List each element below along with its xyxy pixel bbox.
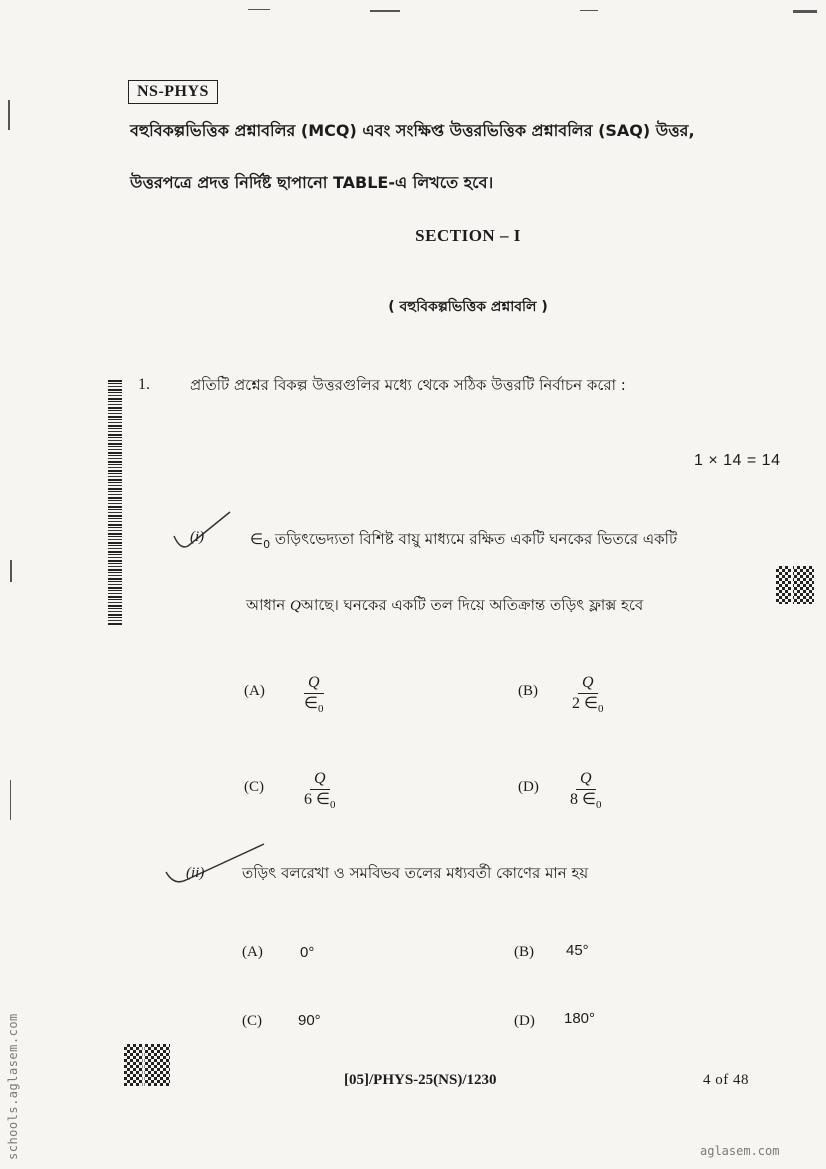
- fraction-denominator: $\in_0$: [304, 695, 324, 716]
- scan-mark: [10, 780, 11, 820]
- option-label: (C): [244, 779, 264, 795]
- subquestion-1-line-2: [246, 594, 643, 619]
- option-label: (A): [242, 944, 263, 960]
- side-barcode: [108, 380, 122, 626]
- scan-mark: [793, 10, 817, 13]
- option-d-fraction: [566, 770, 605, 812]
- paper-code: NS-PHYS: [128, 80, 218, 104]
- option-c-fraction: [300, 770, 339, 812]
- option-label: (D): [518, 779, 539, 795]
- section-title: SECTION – I: [415, 226, 521, 245]
- question-marks: 1 × 14 = 14: [694, 452, 781, 469]
- option-label: (B): [514, 944, 534, 960]
- instruction-line-2: উত্তরপত্রে প্রদত্ত নির্দিষ্ট ছাপানো TABLE-এ লিখতে হবে।: [130, 173, 494, 192]
- fraction-numerator: Q: [310, 770, 330, 790]
- charge-symbol: Q: [290, 598, 301, 614]
- scan-mark: [370, 10, 400, 12]
- option-label: (D): [514, 1013, 535, 1029]
- option-label: (A): [244, 683, 265, 699]
- page-number: 4 of 48: [703, 1072, 749, 1088]
- option-label: (C): [242, 1013, 262, 1029]
- fraction-numerator: Q: [578, 674, 598, 694]
- question-text: প্রতিটি প্রশ্নের বিকল্প উত্তরগুলির মধ্যে থেকে সঠিক উত্তরটি নির্বাচন করো :: [190, 376, 626, 394]
- fraction-denominator: 8 $\in_0$: [570, 791, 602, 812]
- subquestion-1-line-1: [250, 528, 677, 553]
- option-value: 0°: [300, 944, 315, 961]
- scan-mark: [8, 100, 10, 130]
- instruction-line-1: বহুবিকল্পভিত্তিক প্রশ্নাবলির (MCQ) এবং সংক্ষিপ্ত উত্তরভিত্তিক প্রশ্নাবলির (SAQ) উত্তর,: [130, 121, 695, 140]
- subquestion-1-line-1-text: তড়িৎভেদ্যতা বিশিষ্ট বায়ু মাধ্যমে রক্ষিত একটি ঘনকের ভিতরে একটি: [274, 530, 678, 548]
- footer-paper-code: [05]/PHYS-25(NS)/1230: [344, 1072, 497, 1088]
- scan-mark: [248, 9, 270, 10]
- option-b-fraction: [568, 674, 607, 716]
- option-value: 90°: [298, 1012, 321, 1029]
- permittivity-symbol: ∈: [250, 532, 264, 548]
- option-value: 45°: [566, 942, 589, 959]
- subquestion-2-label: (ii): [186, 865, 205, 881]
- subquestion-1-label: (i): [190, 529, 205, 545]
- subquestion-1-line-2-b: আছে। ঘনকের একটি তল দিয়ে অতিক্রান্ত তড়িৎ ফ্লাক্স হবে: [300, 596, 644, 614]
- fraction-numerator: Q: [576, 770, 596, 790]
- option-a-fraction: [300, 674, 327, 716]
- fraction-denominator: 6 $\in_0$: [304, 791, 336, 812]
- scan-mark: [10, 560, 12, 582]
- bottom-watermark: aglasem.com: [700, 1144, 780, 1158]
- scan-mark: [580, 10, 598, 11]
- footer-qr-code-icon: [124, 1044, 170, 1086]
- subquestion-1-line-2-a: আধান: [246, 596, 286, 614]
- side-watermark: schools.aglasem.com: [6, 1013, 20, 1160]
- fraction-denominator: 2 $\in_0$: [572, 695, 604, 716]
- option-label: (B): [518, 683, 538, 699]
- question-number: 1.: [138, 376, 150, 393]
- qr-code-icon: [776, 566, 814, 604]
- subquestion-2-text: তড়িৎ বলরেখা ও সমবিভব তলের মধ্যবর্তী কোণের মান হয়: [242, 864, 589, 882]
- fraction-numerator: Q: [304, 674, 324, 694]
- option-value: 180°: [564, 1010, 596, 1027]
- section-subtitle: ( বহুবিকল্পভিত্তিক প্রশ্নাবলি ): [388, 299, 548, 315]
- permittivity-subscript: 0: [263, 538, 271, 551]
- tick-mark-icon: [168, 506, 248, 556]
